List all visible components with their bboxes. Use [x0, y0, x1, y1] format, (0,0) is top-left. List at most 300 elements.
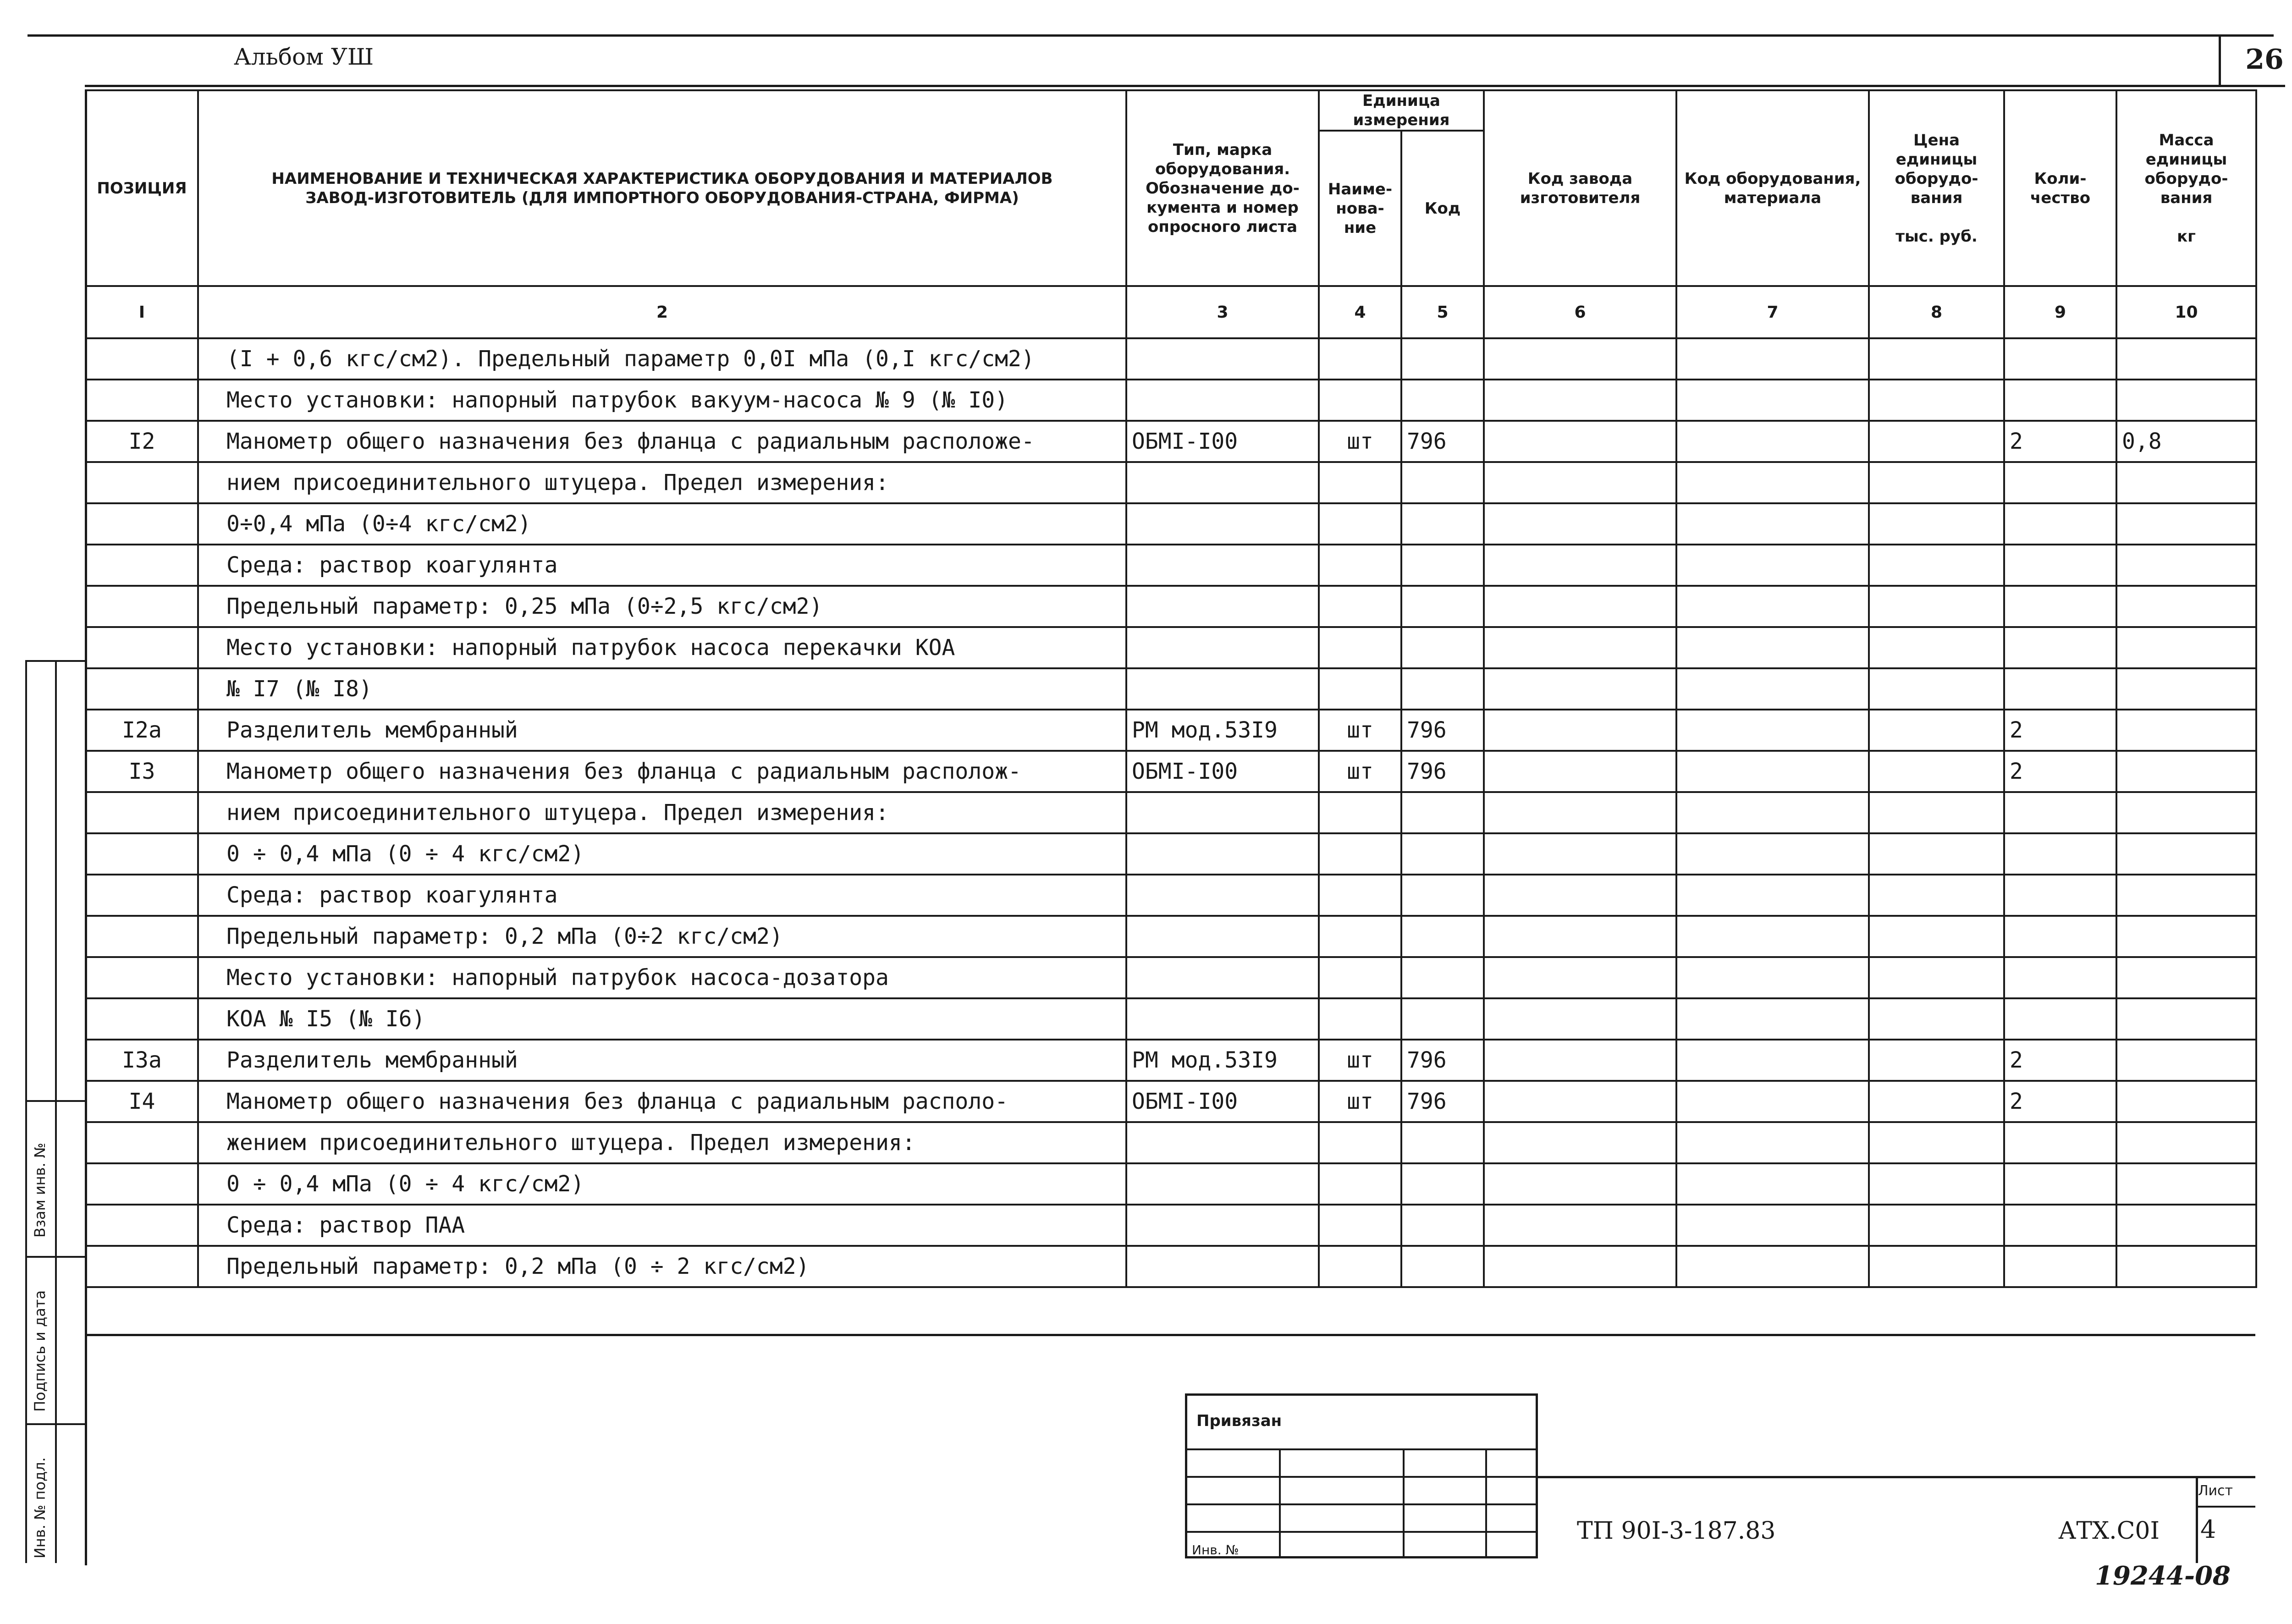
- unit-code-cell: [1401, 1205, 1484, 1246]
- unit-code-cell: [1401, 545, 1484, 586]
- header-name: НАИМЕНОВАНИЕ И ТЕХНИЧЕСКАЯ ХАРАКТЕРИСТИКА ОБОРУДОВАНИЯ И МАТЕРИАЛОВ ЗАВОД-ИЗГОТОВИТЕЛЬ (ДЛЯ ИМПОРТНОГО ОБОРУДОВАНИЯ-СТРАНА, ФИРМА): [198, 90, 1126, 286]
- side-strip-border: [25, 660, 27, 1563]
- type-cell: [1126, 627, 1319, 668]
- unit-cell: [1319, 957, 1401, 998]
- type-cell: [1126, 875, 1319, 916]
- unit-code-cell: [1401, 1163, 1484, 1205]
- equipment-code-cell: [1676, 1122, 1869, 1163]
- price-cell: [1869, 338, 2004, 380]
- mass-cell: [2116, 833, 2256, 875]
- unit-code-cell: [1401, 957, 1484, 998]
- price-cell: [1869, 1122, 2004, 1163]
- type-cell: [1126, 462, 1319, 503]
- header-price: Цена единицы оборудо-вания тыс. руб.: [1869, 90, 2004, 286]
- title-block-divider: [2196, 1506, 2255, 1508]
- position-cell: [86, 792, 198, 833]
- stamp-line: [1187, 1531, 1536, 1533]
- position-cell: [86, 1205, 198, 1246]
- unit-code-cell: [1401, 916, 1484, 957]
- name-cell: Место установки: напорный патрубок насоса перекачки КОА: [198, 627, 1126, 668]
- factory-code-cell: [1484, 916, 1676, 957]
- factory-code-cell: [1484, 1205, 1676, 1246]
- quantity-cell: [2004, 1205, 2116, 1246]
- equipment-code-cell: [1676, 957, 1869, 998]
- unit-cell: [1319, 380, 1401, 421]
- unit-cell: [1319, 833, 1401, 875]
- mass-cell: [2116, 710, 2256, 751]
- unit-cell: шт: [1319, 1040, 1401, 1081]
- unit-cell: шт: [1319, 751, 1401, 792]
- header-position: ПОЗИЦИЯ: [86, 90, 198, 286]
- type-cell: [1126, 338, 1319, 380]
- position-cell: [86, 545, 198, 586]
- name-cell: Среда: раствор коагулянта: [198, 875, 1126, 916]
- mass-cell: [2116, 1122, 2256, 1163]
- factory-code-cell: [1484, 338, 1676, 380]
- equipment-code-cell: [1676, 338, 1869, 380]
- type-cell: [1126, 833, 1319, 875]
- mass-cell: [2116, 751, 2256, 792]
- factory-code-cell: [1484, 792, 1676, 833]
- table-row: [86, 916, 2256, 957]
- quantity-cell: [2004, 833, 2116, 875]
- type-cell: [1126, 998, 1319, 1040]
- price-cell: [1869, 1205, 2004, 1246]
- page-number: 26: [2245, 44, 2284, 76]
- unit-code-cell: 796: [1401, 421, 1484, 462]
- quantity-cell: [2004, 957, 2116, 998]
- price-cell: [1869, 380, 2004, 421]
- price-cell: [1869, 710, 2004, 751]
- quantity-cell: [2004, 1246, 2116, 1287]
- factory-code-cell: [1484, 998, 1676, 1040]
- mass-cell: [2116, 1163, 2256, 1205]
- unit-cell: [1319, 1163, 1401, 1205]
- price-cell: [1869, 998, 2004, 1040]
- header-quantity: Коли-чество: [2004, 90, 2116, 286]
- table-row: [86, 1040, 2256, 1081]
- name-cell: Место установки: напорный патрубок насоса-дозатора: [198, 957, 1126, 998]
- quantity-cell: 2: [2004, 710, 2116, 751]
- side-label-ref: Взам инв. №: [31, 1142, 49, 1238]
- position-cell: I2а: [86, 710, 198, 751]
- unit-code-cell: [1401, 627, 1484, 668]
- position-cell: [86, 1246, 198, 1287]
- table-row: [86, 586, 2256, 627]
- type-cell: [1126, 1122, 1319, 1163]
- name-cell: Разделитель мембранный: [198, 710, 1126, 751]
- stamp-line: [1403, 1448, 1405, 1558]
- mass-cell: [2116, 462, 2256, 503]
- unit-code-cell: [1401, 380, 1484, 421]
- album-label: Альбом УШ: [234, 44, 374, 70]
- quantity-cell: [2004, 503, 2116, 545]
- type-cell: РМ мод.53I9: [1126, 710, 1319, 751]
- position-cell: I3: [86, 751, 198, 792]
- unit-cell: [1319, 875, 1401, 916]
- factory-code-cell: [1484, 1163, 1676, 1205]
- factory-code-cell: [1484, 1081, 1676, 1122]
- mass-cell: [2116, 668, 2256, 710]
- quantity-cell: 2: [2004, 751, 2116, 792]
- sheet-number: 4: [2200, 1515, 2216, 1544]
- mass-cell: [2116, 380, 2256, 421]
- price-cell: [1869, 875, 2004, 916]
- quantity-cell: [2004, 338, 2116, 380]
- equipment-code-cell: [1676, 421, 1869, 462]
- position-cell: [86, 1163, 198, 1205]
- equipment-code-cell: [1676, 627, 1869, 668]
- factory-code-cell: [1484, 751, 1676, 792]
- header-type: Тип, марка оборудования. Обозначение до-кумента и номер опросного листа: [1126, 90, 1319, 286]
- sheet-code: АТХ.С0I: [2058, 1517, 2160, 1545]
- type-cell: [1126, 503, 1319, 545]
- quantity-cell: [2004, 380, 2116, 421]
- equipment-code-cell: [1676, 1205, 1869, 1246]
- quantity-cell: [2004, 1122, 2116, 1163]
- unit-cell: [1319, 545, 1401, 586]
- unit-code-cell: 796: [1401, 1081, 1484, 1122]
- price-cell: [1869, 833, 2004, 875]
- header-unit-code: Код: [1401, 131, 1484, 286]
- position-cell: [86, 668, 198, 710]
- table-row: [86, 751, 2256, 792]
- unit-cell: шт: [1319, 421, 1401, 462]
- position-cell: [86, 462, 198, 503]
- name-cell: Среда: раствор коагулянта: [198, 545, 1126, 586]
- side-strip-border: [55, 660, 57, 1563]
- column-number: 5: [1401, 286, 1484, 338]
- side-label-inv: Инв. № подл.: [31, 1457, 49, 1558]
- column-number: 9: [2004, 286, 2116, 338]
- position-cell: I3а: [86, 1040, 198, 1081]
- name-cell: нием присоединительного штуцера. Предел измерения:: [198, 462, 1126, 503]
- type-cell: [1126, 545, 1319, 586]
- name-cell: жением присоединительного штуцера. Предел измерения:: [198, 1122, 1126, 1163]
- table-row: [86, 1081, 2256, 1122]
- position-cell: [86, 998, 198, 1040]
- factory-code-cell: [1484, 957, 1676, 998]
- table-row: [86, 545, 2256, 586]
- album-rule: [85, 85, 2285, 87]
- equipment-table: [85, 89, 2257, 1288]
- equipment-code-cell: [1676, 792, 1869, 833]
- name-cell: 0÷0,4 мПа (0÷4 кгс/см2): [198, 503, 1126, 545]
- quantity-cell: 2: [2004, 1040, 2116, 1081]
- side-strip-line: [25, 660, 85, 662]
- name-cell: нием присоединительного штуцера. Предел измерения:: [198, 792, 1126, 833]
- quantity-cell: 2: [2004, 1081, 2116, 1122]
- mass-cell: [2116, 957, 2256, 998]
- factory-code-cell: [1484, 421, 1676, 462]
- type-cell: ОБМI-I00: [1126, 421, 1319, 462]
- unit-cell: [1319, 503, 1401, 545]
- factory-code-cell: [1484, 710, 1676, 751]
- name-cell: Разделитель мембранный: [198, 1040, 1126, 1081]
- stamp-inventory-label: Инв. №: [1192, 1542, 1239, 1558]
- quantity-cell: 2: [2004, 421, 2116, 462]
- unit-cell: [1319, 338, 1401, 380]
- unit-cell: [1319, 792, 1401, 833]
- unit-cell: [1319, 1205, 1401, 1246]
- stamp-line: [1187, 1448, 1536, 1450]
- mass-cell: [2116, 627, 2256, 668]
- column-number: 8: [1869, 286, 2004, 338]
- column-number: 10: [2116, 286, 2256, 338]
- column-number: I: [86, 286, 198, 338]
- quantity-cell: [2004, 998, 2116, 1040]
- title-block-top: [1536, 1476, 2255, 1478]
- mass-cell: 0,8: [2116, 421, 2256, 462]
- table-row: [86, 1246, 2256, 1287]
- unit-cell: [1319, 627, 1401, 668]
- quantity-cell: [2004, 462, 2116, 503]
- table-body: [86, 338, 2256, 1287]
- table-row: [86, 380, 2256, 421]
- unit-code-cell: [1401, 503, 1484, 545]
- unit-cell: [1319, 916, 1401, 957]
- unit-code-cell: [1401, 586, 1484, 627]
- type-cell: [1126, 957, 1319, 998]
- name-cell: Среда: раствор ПАА: [198, 1205, 1126, 1246]
- column-number-row: [86, 286, 2256, 338]
- equipment-code-cell: [1676, 751, 1869, 792]
- top-rule: [28, 34, 2274, 37]
- position-cell: [86, 380, 198, 421]
- equipment-code-cell: [1676, 833, 1869, 875]
- equipment-code-cell: [1676, 545, 1869, 586]
- column-number: 3: [1126, 286, 1319, 338]
- mass-cell: [2116, 545, 2256, 586]
- mass-cell: [2116, 998, 2256, 1040]
- position-cell: [86, 833, 198, 875]
- header-equipment-code: Код оборудования, материала: [1676, 90, 1869, 286]
- price-cell: [1869, 751, 2004, 792]
- factory-code-cell: [1484, 462, 1676, 503]
- unit-code-cell: [1401, 998, 1484, 1040]
- type-cell: [1126, 380, 1319, 421]
- quantity-cell: [2004, 586, 2116, 627]
- mass-cell: [2116, 1081, 2256, 1122]
- column-number: 7: [1676, 286, 1869, 338]
- unit-cell: [1319, 998, 1401, 1040]
- price-cell: [1869, 1040, 2004, 1081]
- type-cell: [1126, 1163, 1319, 1205]
- table-row: [86, 1163, 2256, 1205]
- equipment-code-cell: [1676, 710, 1869, 751]
- stamp-line: [1279, 1448, 1281, 1558]
- type-cell: [1126, 586, 1319, 627]
- mass-cell: [2116, 1205, 2256, 1246]
- type-cell: [1126, 668, 1319, 710]
- table-row: [86, 792, 2256, 833]
- unit-code-cell: 796: [1401, 1040, 1484, 1081]
- position-cell: [86, 503, 198, 545]
- position-cell: [86, 957, 198, 998]
- factory-code-cell: [1484, 1040, 1676, 1081]
- side-strip-line: [25, 1100, 85, 1102]
- unit-cell: [1319, 1246, 1401, 1287]
- unit-code-cell: 796: [1401, 710, 1484, 751]
- price-cell: [1869, 1081, 2004, 1122]
- table-row: [86, 668, 2256, 710]
- unit-cell: [1319, 1122, 1401, 1163]
- unit-code-cell: [1401, 338, 1484, 380]
- price-cell: [1869, 462, 2004, 503]
- price-cell: [1869, 957, 2004, 998]
- header-mass: Масса единицы оборудо-вания кг: [2116, 90, 2256, 286]
- unit-code-cell: [1401, 462, 1484, 503]
- equipment-code-cell: [1676, 1081, 1869, 1122]
- unit-cell: [1319, 462, 1401, 503]
- equipment-code-cell: [1676, 875, 1869, 916]
- unit-code-cell: [1401, 1122, 1484, 1163]
- quantity-cell: [2004, 627, 2116, 668]
- stamp-title: Привязан: [1196, 1412, 1282, 1430]
- mass-cell: [2116, 1040, 2256, 1081]
- mass-cell: [2116, 875, 2256, 916]
- quantity-cell: [2004, 1163, 2116, 1205]
- unit-code-cell: [1401, 1246, 1484, 1287]
- type-cell: ОБМI-I00: [1126, 1081, 1319, 1122]
- mass-cell: [2116, 1246, 2256, 1287]
- type-cell: РМ мод.53I9: [1126, 1040, 1319, 1081]
- equipment-code-cell: [1676, 1163, 1869, 1205]
- approval-stamp: [1185, 1393, 1538, 1558]
- header-factory-code: Код завода изготовителя: [1484, 90, 1676, 286]
- price-cell: [1869, 916, 2004, 957]
- mass-cell: [2116, 792, 2256, 833]
- table-row: [86, 875, 2256, 916]
- name-cell: Манометр общего назначения без фланца с радиальным расположе-: [198, 421, 1126, 462]
- table-row: [86, 338, 2256, 380]
- mass-cell: [2116, 916, 2256, 957]
- unit-code-cell: [1401, 792, 1484, 833]
- position-cell: [86, 586, 198, 627]
- name-cell: Предельный параметр: 0,2 мПа (0 ÷ 2 кгс/см2): [198, 1246, 1126, 1287]
- price-cell: [1869, 627, 2004, 668]
- equipment-code-cell: [1676, 1040, 1869, 1081]
- position-cell: [86, 1122, 198, 1163]
- factory-code-cell: [1484, 503, 1676, 545]
- unit-code-cell: [1401, 833, 1484, 875]
- name-cell: 0 ÷ 0,4 мПа (0 ÷ 4 кгс/см2): [198, 1163, 1126, 1205]
- position-cell: I2: [86, 421, 198, 462]
- factory-code-cell: [1484, 627, 1676, 668]
- mass-cell: [2116, 503, 2256, 545]
- unit-cell: шт: [1319, 1081, 1401, 1122]
- equipment-code-cell: [1676, 916, 1869, 957]
- name-cell: Предельный параметр: 0,25 мПа (0÷2,5 кгс/см2): [198, 586, 1126, 627]
- table-row: [86, 627, 2256, 668]
- header-unit-group: Единица измерения: [1319, 90, 1484, 131]
- side-strip-line: [25, 1256, 85, 1258]
- price-cell: [1869, 668, 2004, 710]
- type-cell: [1126, 916, 1319, 957]
- unit-code-cell: [1401, 875, 1484, 916]
- price-cell: [1869, 792, 2004, 833]
- side-strip-line: [25, 1423, 85, 1425]
- table-row: [86, 957, 2256, 998]
- name-cell: Манометр общего назначения без фланца с радиальным располож-: [198, 751, 1126, 792]
- type-cell: ОБМI-I00: [1126, 751, 1319, 792]
- equipment-code-cell: [1676, 586, 1869, 627]
- position-cell: [86, 875, 198, 916]
- price-cell: [1869, 586, 2004, 627]
- stamp-line: [1485, 1448, 1487, 1558]
- price-cell: [1869, 1163, 2004, 1205]
- equipment-code-cell: [1676, 462, 1869, 503]
- mass-cell: [2116, 338, 2256, 380]
- table-row: [86, 1205, 2256, 1246]
- side-label-sign: Подпись и дата: [31, 1290, 49, 1412]
- equipment-code-cell: [1676, 1246, 1869, 1287]
- sheet-label: Лист: [2198, 1483, 2233, 1499]
- table-row: [86, 998, 2256, 1040]
- page-number-box: [2219, 34, 2221, 87]
- unit-cell: шт: [1319, 710, 1401, 751]
- price-cell: [1869, 503, 2004, 545]
- table-row: [86, 421, 2256, 462]
- name-cell: Место установки: напорный патрубок вакуум-насоса № 9 (№ I0): [198, 380, 1126, 421]
- price-cell: [1869, 421, 2004, 462]
- quantity-cell: [2004, 792, 2116, 833]
- mass-cell: [2116, 586, 2256, 627]
- type-cell: [1126, 792, 1319, 833]
- factory-code-cell: [1484, 833, 1676, 875]
- table-row: [86, 710, 2256, 751]
- factory-code-cell: [1484, 545, 1676, 586]
- stamp-line: [1187, 1476, 1536, 1478]
- quantity-cell: [2004, 875, 2116, 916]
- factory-code-cell: [1484, 875, 1676, 916]
- type-cell: [1126, 1246, 1319, 1287]
- factory-code-cell: [1484, 1246, 1676, 1287]
- name-cell: Предельный параметр: 0,2 мПа (0÷2 кгс/см2): [198, 916, 1126, 957]
- unit-cell: [1319, 668, 1401, 710]
- factory-code-cell: [1484, 668, 1676, 710]
- stamp-line: [1187, 1503, 1536, 1505]
- table-bottom-rule: [85, 1334, 2255, 1336]
- quantity-cell: [2004, 668, 2116, 710]
- name-cell: КОА № I5 (№ I6): [198, 998, 1126, 1040]
- factory-code-cell: [1484, 1122, 1676, 1163]
- quantity-cell: [2004, 916, 2116, 957]
- price-cell: [1869, 545, 2004, 586]
- name-cell: Манометр общего назначения без фланца с радиальным располо-: [198, 1081, 1126, 1122]
- table-row: [86, 1122, 2256, 1163]
- table-row: [86, 833, 2256, 875]
- document-code: ТП 90I-3-187.83: [1577, 1517, 1776, 1545]
- quantity-cell: [2004, 545, 2116, 586]
- equipment-code-cell: [1676, 380, 1869, 421]
- handwritten-number: 19244-08: [2095, 1561, 2231, 1591]
- position-cell: I4: [86, 1081, 198, 1122]
- column-number: 6: [1484, 286, 1676, 338]
- unit-code-cell: [1401, 668, 1484, 710]
- type-cell: [1126, 1205, 1319, 1246]
- left-border: [85, 89, 87, 1565]
- unit-cell: [1319, 586, 1401, 627]
- header-unit-name: Наиме-нова-ние: [1319, 131, 1401, 286]
- equipment-code-cell: [1676, 668, 1869, 710]
- price-cell: [1869, 1246, 2004, 1287]
- name-cell: № I7 (№ I8): [198, 668, 1126, 710]
- name-cell: (I + 0,6 кгс/см2). Предельный параметр 0,0I мПа (0,I кгс/см2): [198, 338, 1126, 380]
- factory-code-cell: [1484, 380, 1676, 421]
- column-number: 4: [1319, 286, 1401, 338]
- table-row: [86, 503, 2256, 545]
